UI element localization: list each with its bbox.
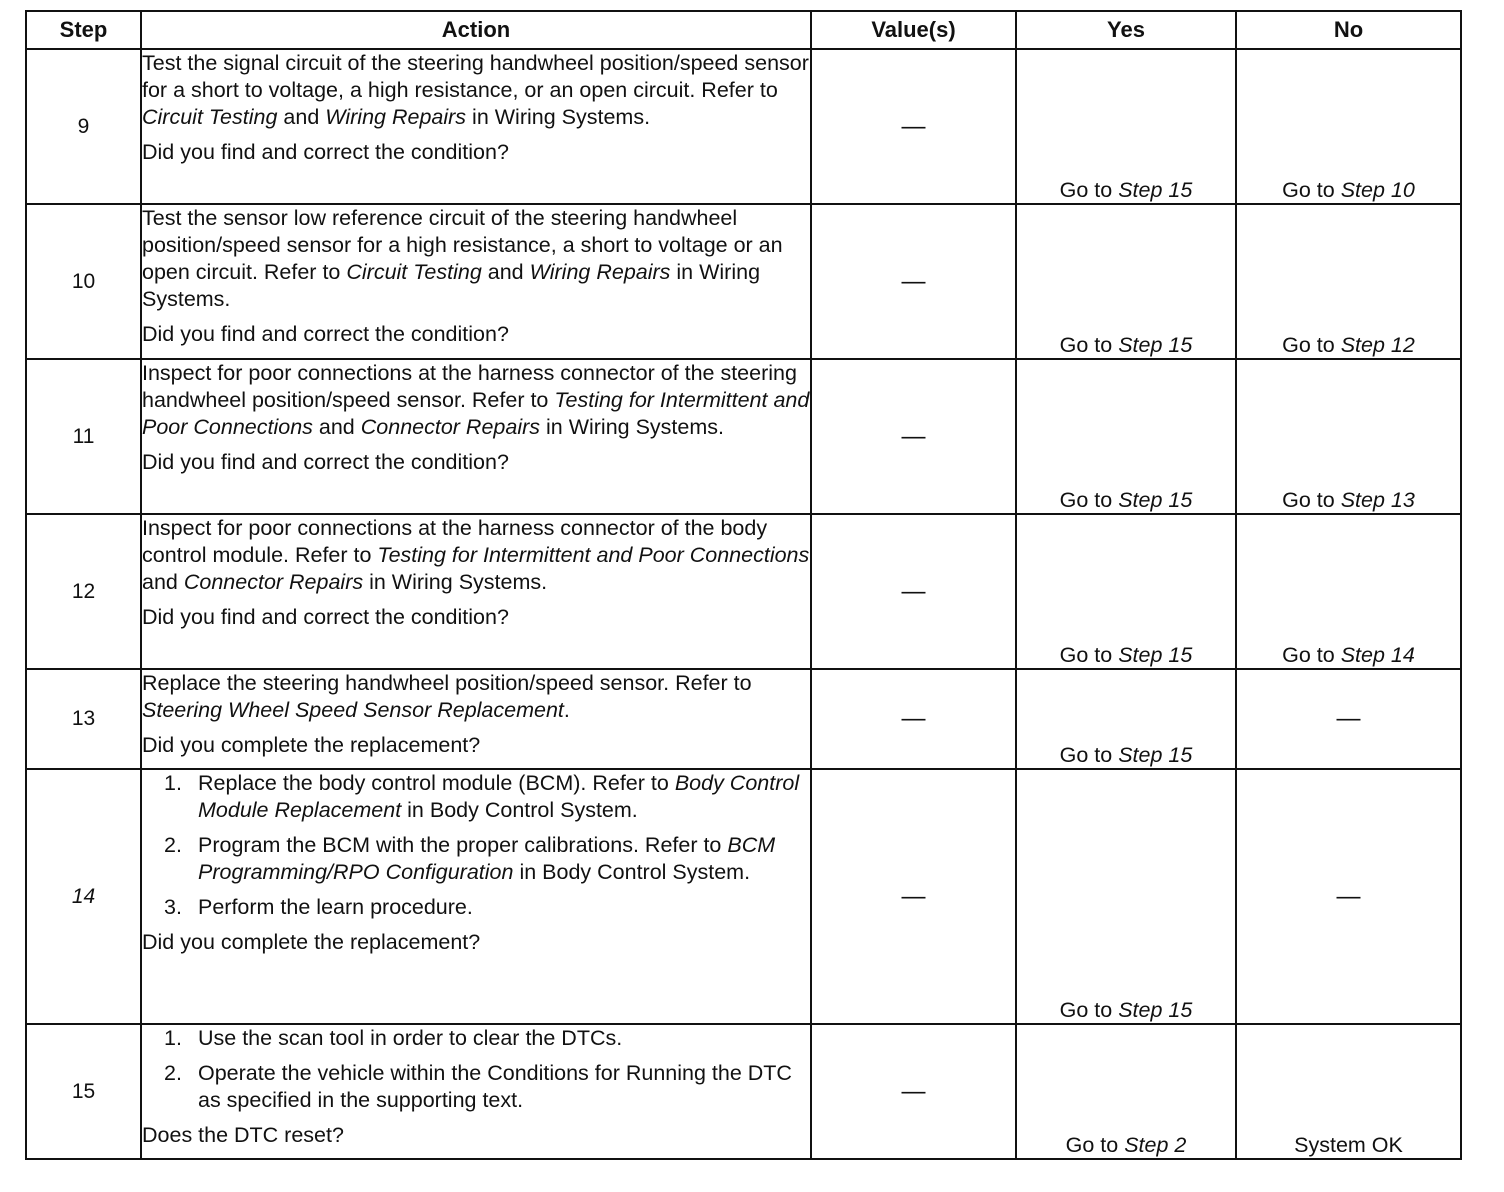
action-cell	[141, 49, 811, 204]
yes-cell: Go to Step 15	[1016, 769, 1236, 1024]
diagnostic-procedure-table	[25, 10, 1462, 1160]
no-cell: System OK	[1236, 1024, 1461, 1159]
yes-cell: Go to Step 15	[1016, 204, 1236, 359]
value-cell: —	[811, 359, 1016, 514]
list-item: 1. Use the scan tool in order to clear the DTCs.	[164, 1026, 623, 1050]
yes-cell: Go to Step 15	[1016, 514, 1236, 669]
action-text: Test the sensor low reference circuit of the steering handwheel position/speed sensor for a high resistance, a short to voltage or an open circuit. Refer to Circuit Testing and Wiring Repairs in Wiring Systems.	[142, 206, 783, 311]
action-text: Inspect for poor connections at the harness connector of the body control module. Refer to Testing for Intermittent and Poor Connections and Connector Repairs in Wiring Systems.	[142, 516, 810, 594]
action-steps-list	[142, 770, 810, 921]
action-question: Did you complete the replacement?	[142, 733, 481, 757]
header-yes: Yes	[1016, 11, 1236, 49]
yes-cell: Go to Step 2	[1016, 1024, 1236, 1159]
step-number: 9	[26, 49, 141, 204]
no-cell: Go to Step 14	[1236, 514, 1461, 669]
action-cell	[141, 1024, 811, 1159]
value-cell: —	[811, 769, 1016, 1024]
value-cell: —	[811, 204, 1016, 359]
value-cell: —	[811, 49, 1016, 204]
table-row	[26, 514, 1461, 669]
no-cell: Go to Step 13	[1236, 359, 1461, 514]
step-number: 10	[26, 204, 141, 359]
table-row	[26, 1024, 1461, 1159]
step-number: 11	[26, 359, 141, 514]
step-number: 14	[26, 769, 141, 1024]
action-cell	[141, 514, 811, 669]
action-steps-list	[142, 1025, 810, 1114]
table-row	[26, 49, 1461, 204]
action-text: Test the signal circuit of the steering handwheel position/speed sensor for a short to voltage, a high resistance, or an open circuit. Refer to Circuit Testing and Wiring Repairs in Wiring Systems.	[142, 51, 809, 129]
header-no: No	[1236, 11, 1461, 49]
action-text: Replace the steering handwheel position/speed sensor. Refer to Steering Wheel Speed Sensor Replacement.	[142, 671, 752, 722]
table-row	[26, 669, 1461, 769]
action-question: Did you find and correct the condition?	[142, 450, 509, 474]
action-text: Inspect for poor connections at the harness connector of the steering handwheel position/speed sensor. Refer to Testing for Intermittent and Poor Connections and Connector Repairs in Wiring Systems.	[142, 361, 810, 439]
action-question: Did you complete the replacement?	[142, 930, 481, 954]
action-cell	[141, 769, 811, 1024]
list-item: 2. Program the BCM with the proper calibrations. Refer to BCM Programming/RPO Configuration in Body Control System.	[164, 833, 776, 884]
header-values: Value(s)	[811, 11, 1016, 49]
action-question: Did you find and correct the condition?	[142, 322, 509, 346]
action-question: Did you find and correct the condition?	[142, 140, 509, 164]
list-item: 2. Operate the vehicle within the Conditions for Running the DTC as specified in the supporting text.	[164, 1061, 792, 1112]
value-cell: —	[811, 514, 1016, 669]
action-cell	[141, 669, 811, 769]
header-action: Action	[141, 11, 811, 49]
table-row	[26, 359, 1461, 514]
action-question: Did you find and correct the condition?	[142, 605, 509, 629]
table-row	[26, 769, 1461, 1024]
no-cell: —	[1236, 669, 1461, 769]
step-number: 15	[26, 1024, 141, 1159]
step-number: 13	[26, 669, 141, 769]
no-cell: —	[1236, 769, 1461, 1024]
action-cell	[141, 204, 811, 359]
value-cell: —	[811, 1024, 1016, 1159]
value-cell: —	[811, 669, 1016, 769]
list-item: 3. Perform the learn procedure.	[164, 895, 473, 919]
yes-cell: Go to Step 15	[1016, 359, 1236, 514]
yes-cell: Go to Step 15	[1016, 669, 1236, 769]
list-item: 1. Replace the body control module (BCM). Refer to Body Control Module Replacement in Body Control System.	[164, 771, 800, 822]
header-row	[26, 11, 1461, 49]
action-cell	[141, 359, 811, 514]
step-number: 12	[26, 514, 141, 669]
no-cell: Go to Step 10	[1236, 49, 1461, 204]
yes-cell: Go to Step 15	[1016, 49, 1236, 204]
no-cell: Go to Step 12	[1236, 204, 1461, 359]
action-question: Does the DTC reset?	[142, 1123, 344, 1147]
table-row	[26, 204, 1461, 359]
header-step: Step	[26, 11, 141, 49]
